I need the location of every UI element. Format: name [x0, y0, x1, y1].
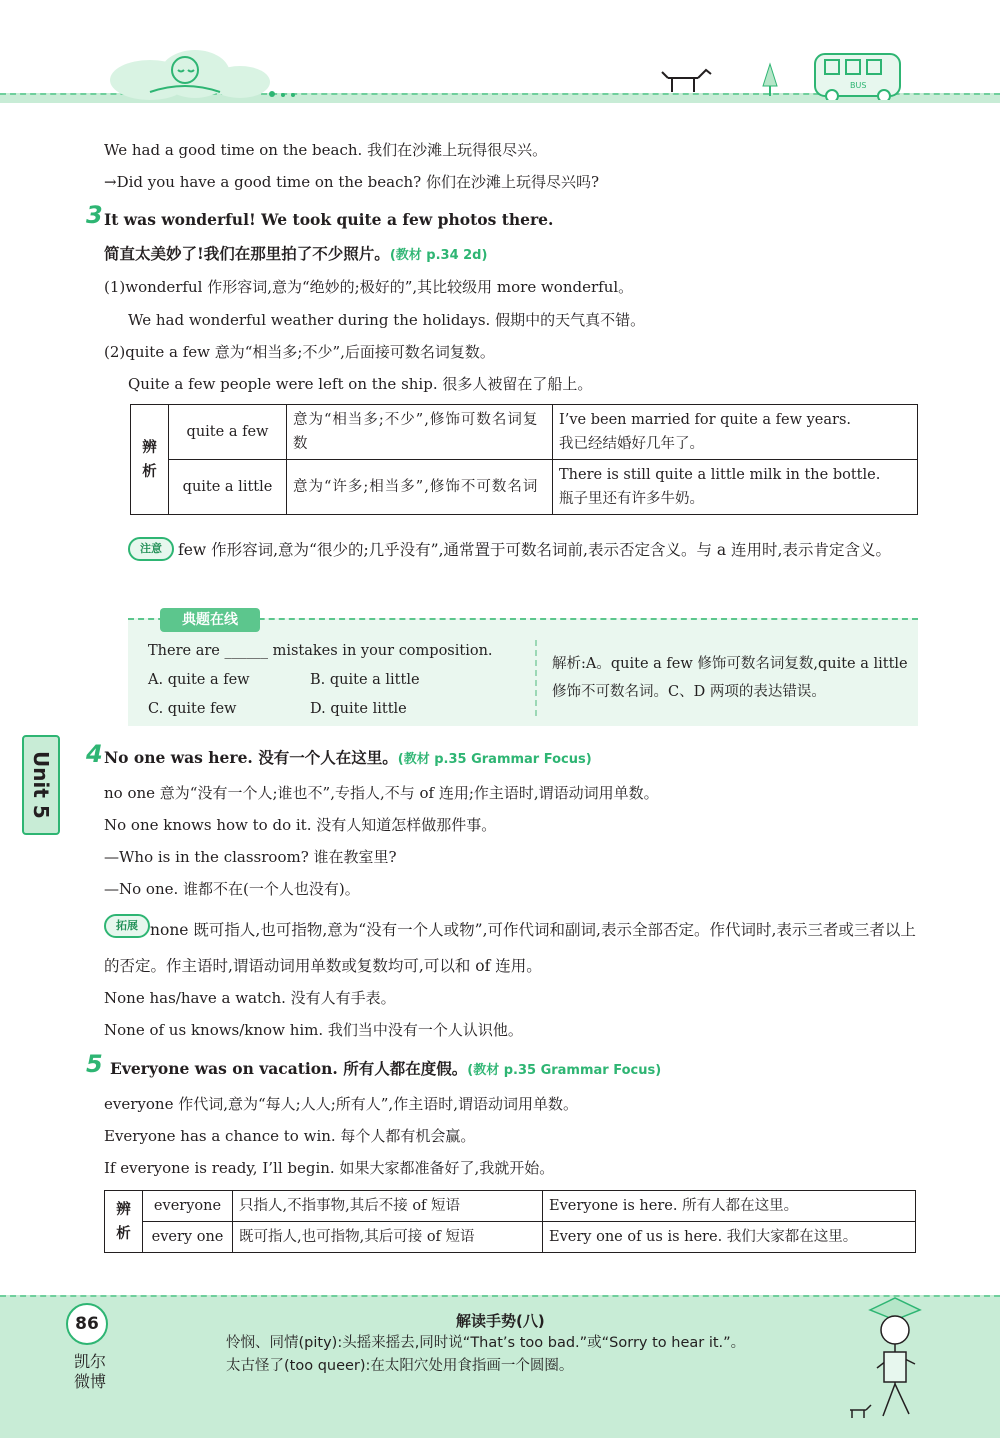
section-4-ex2: None of us knows/know him. 我们当中没有一个人认识他。	[104, 1021, 523, 1039]
student-illustration-icon	[840, 1290, 940, 1430]
table-example: Every one of us is here. 我们大家都在这里。	[543, 1222, 916, 1253]
brand	[74, 1352, 106, 1392]
section-4-p1: no one 意为“没有一个人;谁也不”,专指人,不与 of 连用;作主语时,谓语动词用单数。	[104, 784, 659, 802]
note-paragraph: few 作形容词,意为“很少的;几乎没有”,通常置于可数名词前,表示否定含义。与 a 连用时,表示肯定含义。	[178, 541, 891, 559]
intro-line-1: We had a good time on the beach. 我们在沙滩上玩得很尽兴。	[104, 141, 548, 159]
section-4-title-en: No one was here.	[104, 748, 253, 767]
section-5-title-en: Everyone was on vacation.	[110, 1059, 338, 1078]
intro-line-2: →Did you have a good time on the beach? 你们在沙滩上玩得尽兴吗?	[104, 173, 599, 191]
section-4-p2: No one knows how to do it. 没有人知道怎样做那件事。	[104, 816, 497, 834]
table-example-en: I’ve been married for quite a few years.	[559, 412, 852, 428]
section-3-p2-example: Quite a few people were left on the ship. 很多人被留在了船上。	[128, 375, 593, 393]
exercise-analysis: 解析:A。quite a few 修饰可数名词复数,quite a little 修饰不可数名词。C、D 两项的表达错误。	[552, 656, 908, 700]
exercise-option-b: B. quite a little	[310, 672, 420, 688]
tree-icon	[763, 64, 777, 96]
exercise-option-d: D. quite little	[310, 701, 407, 717]
table-example	[553, 460, 918, 515]
section-3-title-cn-line	[104, 244, 487, 266]
section-3-ref: (教材 p.34 2d)	[389, 248, 488, 263]
table-word: quite a few	[169, 405, 287, 460]
table-row	[131, 405, 918, 460]
small-dog-icon	[850, 1405, 871, 1418]
table-meaning: 意为“许多;相当多”,修饰不可数名词	[287, 460, 553, 515]
section-3-p1: (1)wonderful 作形容词,意为“绝妙的;极好的”,其比较级用 more wonderful。	[104, 278, 634, 296]
extension-tag: 拓展	[104, 914, 150, 938]
section-4-title-line	[104, 748, 592, 770]
table-word: everyone	[143, 1191, 233, 1222]
table-example	[553, 405, 918, 460]
unit-number: 5	[29, 804, 53, 819]
unit-word: Unit	[29, 751, 53, 798]
dog-icon	[662, 70, 711, 92]
section-4-title-cn: 没有一个人在这里。	[258, 748, 398, 767]
section-5-p2: Everyone has a chance to win. 每个人都有机会赢。	[104, 1127, 476, 1145]
section-4-number: 4	[86, 740, 103, 768]
table-row	[131, 460, 918, 515]
section-4-ex1: None has/have a watch. 没有人有手表。	[104, 989, 396, 1007]
unit-label	[24, 740, 58, 830]
section-5-p1: everyone 作代词,意为“每人;人人;所有人”,作主语时,谓语动词用单数。	[104, 1095, 578, 1113]
section-5-ref: (教材 p.35 Grammar Focus)	[467, 1063, 662, 1078]
section-3-p2: (2)quite a few 意为“相当多;不少”,后面接可数名词复数。	[104, 343, 495, 361]
table-side-label: 辨析	[105, 1191, 143, 1253]
gesture-line-2: 太古怪了(too queer):在太阳穴处用食指画一个圆圈。	[226, 1358, 574, 1374]
brand-line-1: 凯尔	[74, 1352, 107, 1371]
dot-icon	[269, 91, 275, 97]
gesture-title: 解读手势(八)	[456, 1312, 545, 1330]
section-4-p3: —Who is in the classroom? 谁在教室里?	[104, 848, 397, 866]
table-example-cn: 瓶子里还有许多牛奶。	[559, 491, 704, 507]
section-3-title-cn: 简直太美妙了!我们在那里拍了不少照片。	[104, 244, 390, 263]
section-5-number: 5	[86, 1050, 103, 1078]
table-example: Everyone is here. 所有人都在这里。	[543, 1191, 916, 1222]
exercise-title: 典题在线	[160, 608, 260, 632]
page-number: 86	[66, 1303, 108, 1345]
section-3-p1-example: We had wonderful weather during the holidays. 假期中的天气真不错。	[128, 311, 646, 329]
note-tag: 注意	[128, 537, 174, 561]
section-5-title-line	[110, 1059, 661, 1081]
exercise-divider	[535, 640, 537, 716]
extension-paragraph: none 既可指人,也可指物,意为“没有一个人或物”,可作代词和副词,表示全部否定。作代词时,表示三者或三者以上的否定。作主语时,谓语动词用单数或复数均可,可以和 of 连用。	[104, 921, 916, 975]
table-word: quite a little	[169, 460, 287, 515]
bus-icon	[815, 54, 900, 100]
gesture-line-1: 怜悯、同情(pity):头摇来摇去,同时说“That’s too bad.”或“Sorry to hear it.”。	[226, 1335, 746, 1351]
table-row	[105, 1191, 916, 1222]
table-example-cn: 我已经结婚好几年了。	[559, 436, 704, 452]
section-3-title-en: It was wonderful! We took quite a few photos there.	[104, 210, 554, 229]
table-row	[105, 1222, 916, 1253]
bus-label: BUS	[850, 81, 867, 90]
table-word: every one	[143, 1222, 233, 1253]
table-example-en: There is still quite a little milk in the bottle.	[559, 467, 881, 483]
exercise-question: There are ______ mistakes in your composition.	[148, 643, 493, 659]
brand-line-2: 微博	[74, 1372, 107, 1391]
table-meaning: 意为“相当多;不少”,修饰可数名词复数	[287, 405, 553, 460]
comparison-table-everyone	[104, 1190, 916, 1253]
header-illustration	[0, 40, 1000, 100]
section-5-p3: If everyone is ready, I’ll begin. 如果大家都准备好了,我就开始。	[104, 1159, 555, 1177]
section-4-p4: —No one. 谁都不在(一个人也没有)。	[104, 880, 360, 898]
section-5-title-cn: 所有人都在度假。	[343, 1059, 468, 1078]
exercise-option-c: C. quite few	[148, 701, 237, 717]
section-4-ref: (教材 p.35 Grammar Focus)	[397, 752, 592, 767]
exercise-option-a: A. quite a few	[148, 672, 250, 688]
comparison-table-quite	[130, 404, 918, 515]
table-meaning: 既可指人,也可指物,其后可接 of 短语	[233, 1222, 543, 1253]
section-3-number: 3	[86, 201, 103, 229]
table-side-label: 辨析	[131, 405, 169, 515]
table-meaning: 只指人,不指事物,其后不接 of 短语	[233, 1191, 543, 1222]
